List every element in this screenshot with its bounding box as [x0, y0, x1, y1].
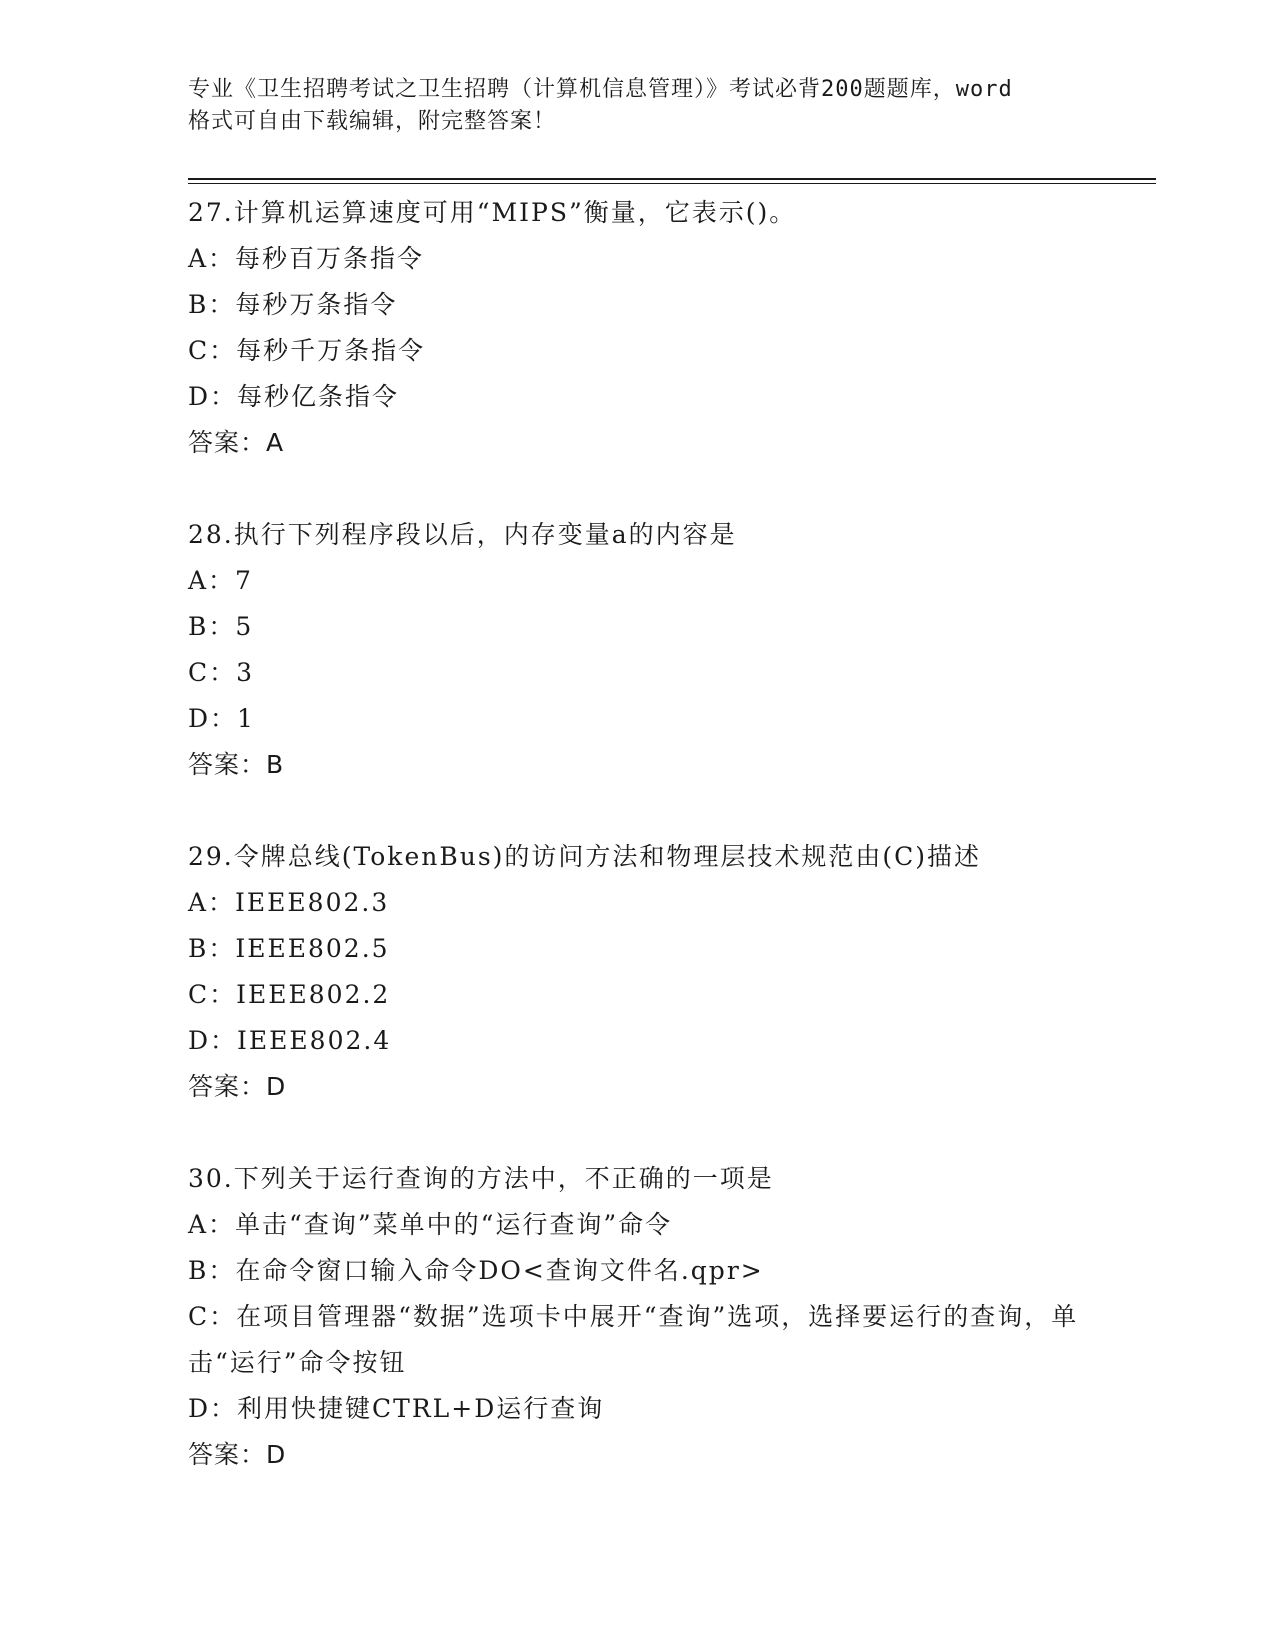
- option-c: C：3: [188, 658, 255, 687]
- option-b: B：5: [188, 612, 254, 641]
- header-line-2: 格式可自由下载编辑，附完整答案！: [188, 109, 557, 134]
- header-line-1: 专业《卫生招聘考试之卫生招聘（计算机信息管理）》考试必背200题题库，word: [188, 77, 1013, 102]
- option-b: B：每秒万条指令: [188, 290, 398, 319]
- option-d: D：1: [188, 704, 255, 733]
- option-a: A：单击“查询”菜单中的“运行查询”命令: [188, 1210, 673, 1239]
- option-a: A：每秒百万条指令: [188, 244, 425, 273]
- answer-line: 答案：D: [188, 1440, 287, 1469]
- header-divider-thin: [188, 183, 1156, 184]
- answer-line: 答案：A: [188, 428, 285, 457]
- question-29: [188, 834, 1108, 1110]
- answer-line: 答案：B: [188, 750, 285, 779]
- option-d: D：IEEE802.4: [188, 1026, 392, 1055]
- question-list: [188, 190, 1108, 1524]
- question-stem: 30.下列关于运行查询的方法中，不正确的一项是: [188, 1164, 774, 1193]
- option-c: C：在项目管理器“数据”选项卡中展开“查询”选项，选择要运行的查询，单击“运行”命令按钮: [188, 1302, 1079, 1377]
- header-divider: [188, 178, 1156, 180]
- option-a: A：7: [188, 566, 253, 595]
- question-28: [188, 512, 1108, 788]
- option-d: D：每秒亿条指令: [188, 382, 400, 411]
- question-30: [188, 1156, 1108, 1478]
- question-stem: 27.计算机运算速度可用“MIPS”衡量，它表示()。: [188, 198, 797, 227]
- option-c: C：IEEE802.2: [188, 980, 391, 1009]
- option-a: A：IEEE802.3: [188, 888, 390, 917]
- question-27: [188, 190, 1108, 466]
- option-c: C：每秒千万条指令: [188, 336, 426, 365]
- option-b: B：在命令窗口输入命令DO<查询文件名.qpr>: [188, 1256, 764, 1285]
- question-stem: 29.令牌总线(TokenBus)的访问方法和物理层技术规范由(C)描述: [188, 842, 982, 871]
- answer-line: 答案：D: [188, 1072, 287, 1101]
- document-header: [188, 74, 1088, 138]
- option-b: B：IEEE802.5: [188, 934, 390, 963]
- option-d: D：利用快捷键CTRL+D运行查询: [188, 1394, 605, 1423]
- question-stem: 28.执行下列程序段以后，内存变量a的内容是: [188, 520, 737, 549]
